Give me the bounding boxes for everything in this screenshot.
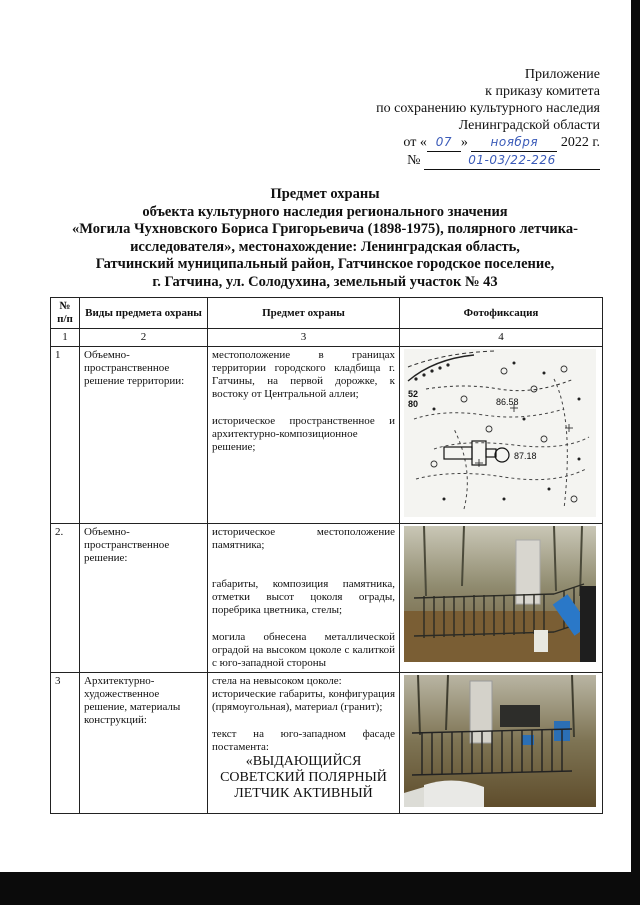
row-number: 3 [51,673,80,814]
inscription-text: «ВЫДАЮЩИЙСЯ СОВЕТСКИЙ ПОЛЯРНЫЙ ЛЕТЧИК АКТИВНЫЙ [220,754,387,801]
col-header-photo: Фотофиксация [400,298,603,329]
col-header-num: № п/п [51,298,80,329]
grave-stele-photo [404,675,596,807]
protection-subject: местоположение в границах территории городского кладбища г. Гатчины, на первой дорожке, к востоку от Центральной аллеи; историческое пространственное и архитектурно-композиционное решение; [208,347,400,524]
scan-footer-bar [0,872,640,905]
order-day: 07 [427,134,461,152]
grave-photo-2 [400,673,603,814]
scan-edge [631,0,640,905]
col-header-type: Виды предмета охраны [80,298,208,329]
appendix-header [280,66,600,170]
grave-photo-1 [400,524,603,673]
order-ref-line: к приказу комитета [485,84,600,99]
grave-fence-photo [404,526,596,662]
row-number: 1 [51,347,80,524]
protection-type: Объемно-пространственное решение: [80,524,208,673]
order-date-line: от « 07 » ноября 2022 г. [403,135,600,150]
plan-label: 80 [408,399,419,409]
row-number: 2. [51,524,80,673]
appendix-title: Приложение [524,67,600,82]
plan-label: 52 [408,389,419,399]
table-row [51,673,603,814]
order-year: 2022 г. [560,135,600,150]
order-number: 01-03/22-226 [424,152,600,170]
protection-type: Объемно-пространственное решение территории: [80,347,208,524]
table-row [51,347,603,524]
column-number-row: 1 2 3 4 [51,329,603,347]
protection-subject-table [50,297,603,814]
site-plan-photo [400,347,603,524]
protection-type: Архитектурно-художественное решение, материалы конструкций: [80,673,208,814]
protection-subject: историческое местоположение памятника; габариты, композиция памятника, отметки высот цоколя ограды, поребрика цветника, стелы; могила обнесена металлической оградой на высоком цоколе с калиткой с юго-западной стороны [208,524,400,673]
table-header-row [51,298,603,329]
order-number-line: № 01-03/22-226 [280,152,600,170]
cemetery-plan-image [404,349,596,517]
committee-line: по сохранению культурного наследия [376,101,600,116]
document-title: Предмет охраны объекта культурного наследия регионального значения «Могила Чухновского Бориса Григорьевича (1898-1975), полярного летчика- исследователя», местонахождение: Ленинградская область, Гатчинский муниципальный район, Гатчинское городское поселение, г. Гатчина, ул. Солодухина, земельный участок № 43 [72,186,578,290]
col-header-subject: Предмет охраны [208,298,400,329]
order-month: ноября [471,134,557,152]
protection-subject: стела на невысоком цоколе: исторические габариты, конфигурация (прямоугольная), материал (гранит); текст на юго-западном фасаде постамента: «ВЫДАЮЩИЙСЯ СОВЕТСКИЙ ПОЛЯРНЫЙ ЛЕТЧИК АКТИВНЫЙ [208,673,400,814]
plan-label: 86.58 [496,397,519,407]
plan-label: 87.18 [514,451,537,461]
region-line: Ленинградской области [458,118,600,133]
table-row [51,524,603,673]
